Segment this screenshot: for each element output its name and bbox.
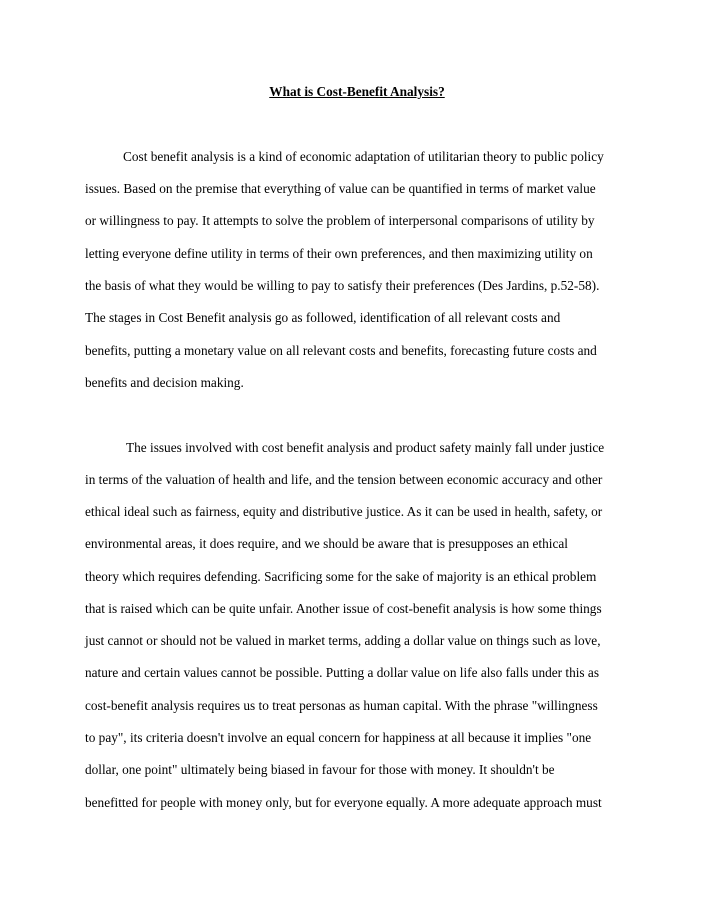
paragraph-2-line: ethical ideal such as fairness, equity and distributive justice. As it can be used in health, safety, or bbox=[85, 504, 603, 519]
paragraph-2-line: The issues involved with cost benefit analysis and product safety mainly fall under justice bbox=[126, 440, 605, 455]
paragraph-1-line: issues. Based on the premise that everything of value can be quantified in terms of market value bbox=[85, 181, 596, 196]
paragraph-2-line: cost-benefit analysis requires us to treat personas as human capital. With the phrase "willingness bbox=[85, 698, 598, 713]
paragraph-2-line: to pay", its criteria doesn't involve an equal concern for happiness at all because it implies "one bbox=[85, 730, 592, 745]
paragraph-1-line: benefits and decision making. bbox=[85, 375, 244, 390]
paragraph-2-line: that is raised which can be quite unfair. Another issue of cost-benefit analysis is how some things bbox=[85, 601, 602, 616]
document-title: What is Cost-Benefit Analysis? bbox=[269, 84, 445, 99]
paragraph-2-line: nature and certain values cannot be possible. Putting a dollar value on life also falls under this as bbox=[85, 665, 600, 680]
paragraph-1-line: or willingness to pay. It attempts to solve the problem of interpersonal comparisons of utility by bbox=[85, 213, 595, 228]
paragraph-2-line: benefitted for people with money only, but for everyone equally. A more adequate approach must bbox=[85, 795, 602, 810]
paragraph-2-line: in terms of the valuation of health and life, and the tension between economic accuracy and other bbox=[85, 472, 603, 487]
paragraph-1-line: the basis of what they would be willing to pay to satisfy their preferences (Des Jardins, p.52-58). bbox=[85, 278, 600, 293]
paragraph-2-line: theory which requires defending. Sacrificing some for the sake of majority is an ethical problem bbox=[85, 569, 597, 584]
paragraph-2-line: dollar, one point" ultimately being biased in favour for those with money. It shouldn't be bbox=[85, 762, 555, 777]
paragraph-1-line: letting everyone define utility in terms of their own preferences, and then maximizing utility on bbox=[85, 246, 593, 261]
paragraph-2-line: just cannot or should not be valued in market terms, adding a dollar value on things such as love, bbox=[85, 633, 601, 648]
paragraph-1-line: Cost benefit analysis is a kind of economic adaptation of utilitarian theory to public policy bbox=[123, 149, 604, 164]
paragraph-1-line: benefits, putting a monetary value on all relevant costs and benefits, forecasting future costs and bbox=[85, 343, 597, 358]
paragraph-1-line: The stages in Cost Benefit analysis go as followed, identification of all relevant costs and bbox=[85, 310, 561, 325]
paragraph-2-line: environmental areas, it does require, and we should be aware that is presupposes an ethical bbox=[85, 536, 568, 551]
